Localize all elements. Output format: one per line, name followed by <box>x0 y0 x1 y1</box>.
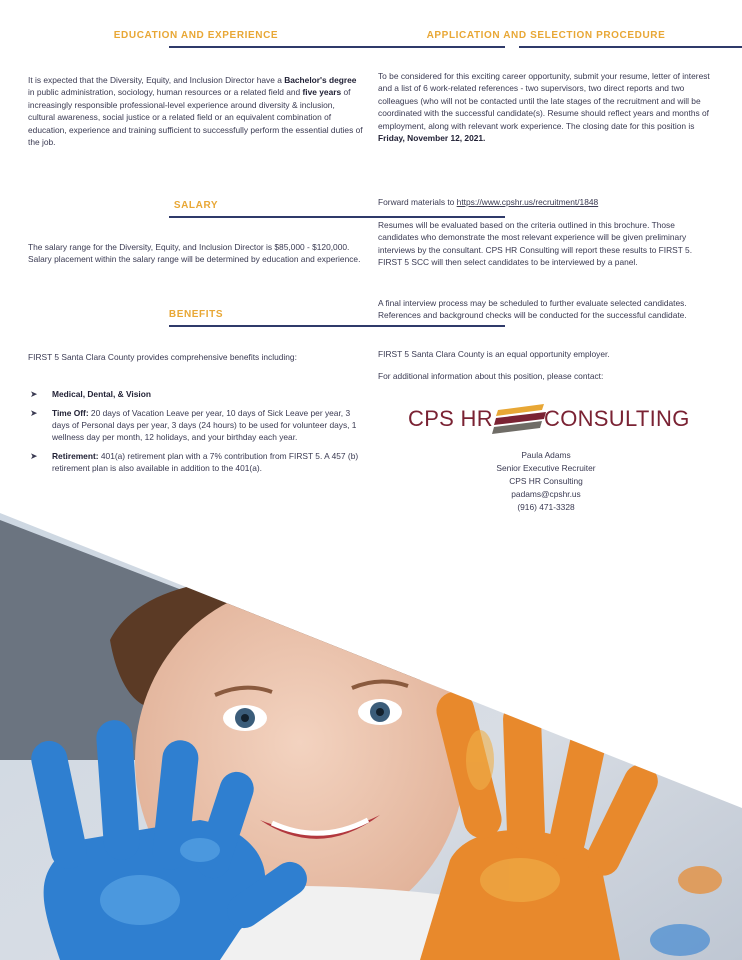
benefit-item: ➤ Time Off: 20 days of Vacation Leave per year, 10 days of Sick Leave per year, 3 days of Personal days per year, 3 days (24 hours) to be used for volunteer days, 1 wellness day per month, 12 holidays, and your birthday each year. <box>30 408 357 442</box>
benefits-heading: BENEFITS <box>168 309 224 320</box>
contact-role: Senior Executive Recruiter <box>496 463 596 473</box>
benefit-item: ➤ Retirement: 401(a) retirement plan with a 7% contribution from FIRST 5. A 457 (b) retirement plan is also available in addition to the 401(a). <box>30 451 359 473</box>
eoe-text: FIRST 5 Santa Clara County is an equal opportunity employer. <box>378 349 610 359</box>
salary-text: The salary range for the Diversity, Equity, and Inclusion Director is $85,000 - $120,000. Salary placement within the salary range will be determined by education and experience. <box>28 242 361 265</box>
benefits-intro: FIRST 5 Santa Clara County provides comprehensive benefits including: <box>28 352 297 362</box>
contact-name: Paula Adams <box>521 450 571 460</box>
contact-email[interactable]: padams@cpshr.us <box>511 489 581 499</box>
interview-text: A final interview process may be scheduled to further evaluate selected candidates. References and background checks will be conducted for the successful candidate. <box>378 298 687 321</box>
arrow-icon: ➤ <box>30 389 38 399</box>
evaluation-text: Resumes will be evaluated based on the criteria outlined in this brochure. Those candidates who demonstrate the most relevant experience will be given preliminary interviews by the consultant. CPS HR Consulting will report these results to FIRST 5. FIRST 5 SCC will then select candidates to be interviewed by a panel. <box>378 220 693 268</box>
cps-hr-logo: CPS HR CONSULTING <box>408 398 688 438</box>
arrow-icon: ➤ <box>30 408 38 418</box>
benefit-item: ➤ Medical, Dental, & Vision <box>30 389 151 399</box>
application-heading: APPLICATION AND SELECTION PROCEDURE <box>426 30 666 41</box>
salary-heading: SALARY <box>173 200 219 211</box>
forward-text: Forward materials to https://www.cpshr.us/recruitment/1848 <box>378 197 599 207</box>
contact-prompt: For additional information about this position, please contact: <box>378 371 604 381</box>
arrow-icon: ➤ <box>30 451 38 461</box>
education-text: It is expected that the Diversity, Equity, and Inclusion Director have a Bachelor's degree in public administration, sociology, human resources or a related field and five years of increasingly responsible professional-level experience around diversity & inclusion, cultural awareness, social justice or a related field or an equivalent combination of education, experience and training sufficient to successfully perform the essential duties of the job. <box>28 75 363 148</box>
contact-phone: (916) 471-3328 <box>517 502 575 512</box>
education-heading: EDUCATION AND EXPERIENCE <box>113 30 279 41</box>
application-text: To be considered for this exciting career opportunity, submit your resume, letter of interest and a list of 6 work-related references - two supervisors, two direct reports and two colleagues (who will not be contacted until the late stages of the recruitment and will be coordinated with the successful candidate(s). Resume should reflect years and months of employment, along with relevant work experience. The closing date for this position is Friday, November 12, 2021. <box>378 71 710 144</box>
recruitment-link[interactable]: https://www.cpshr.us/recruitment/1848 <box>456 197 599 207</box>
contact-org: CPS HR Consulting <box>509 476 583 486</box>
